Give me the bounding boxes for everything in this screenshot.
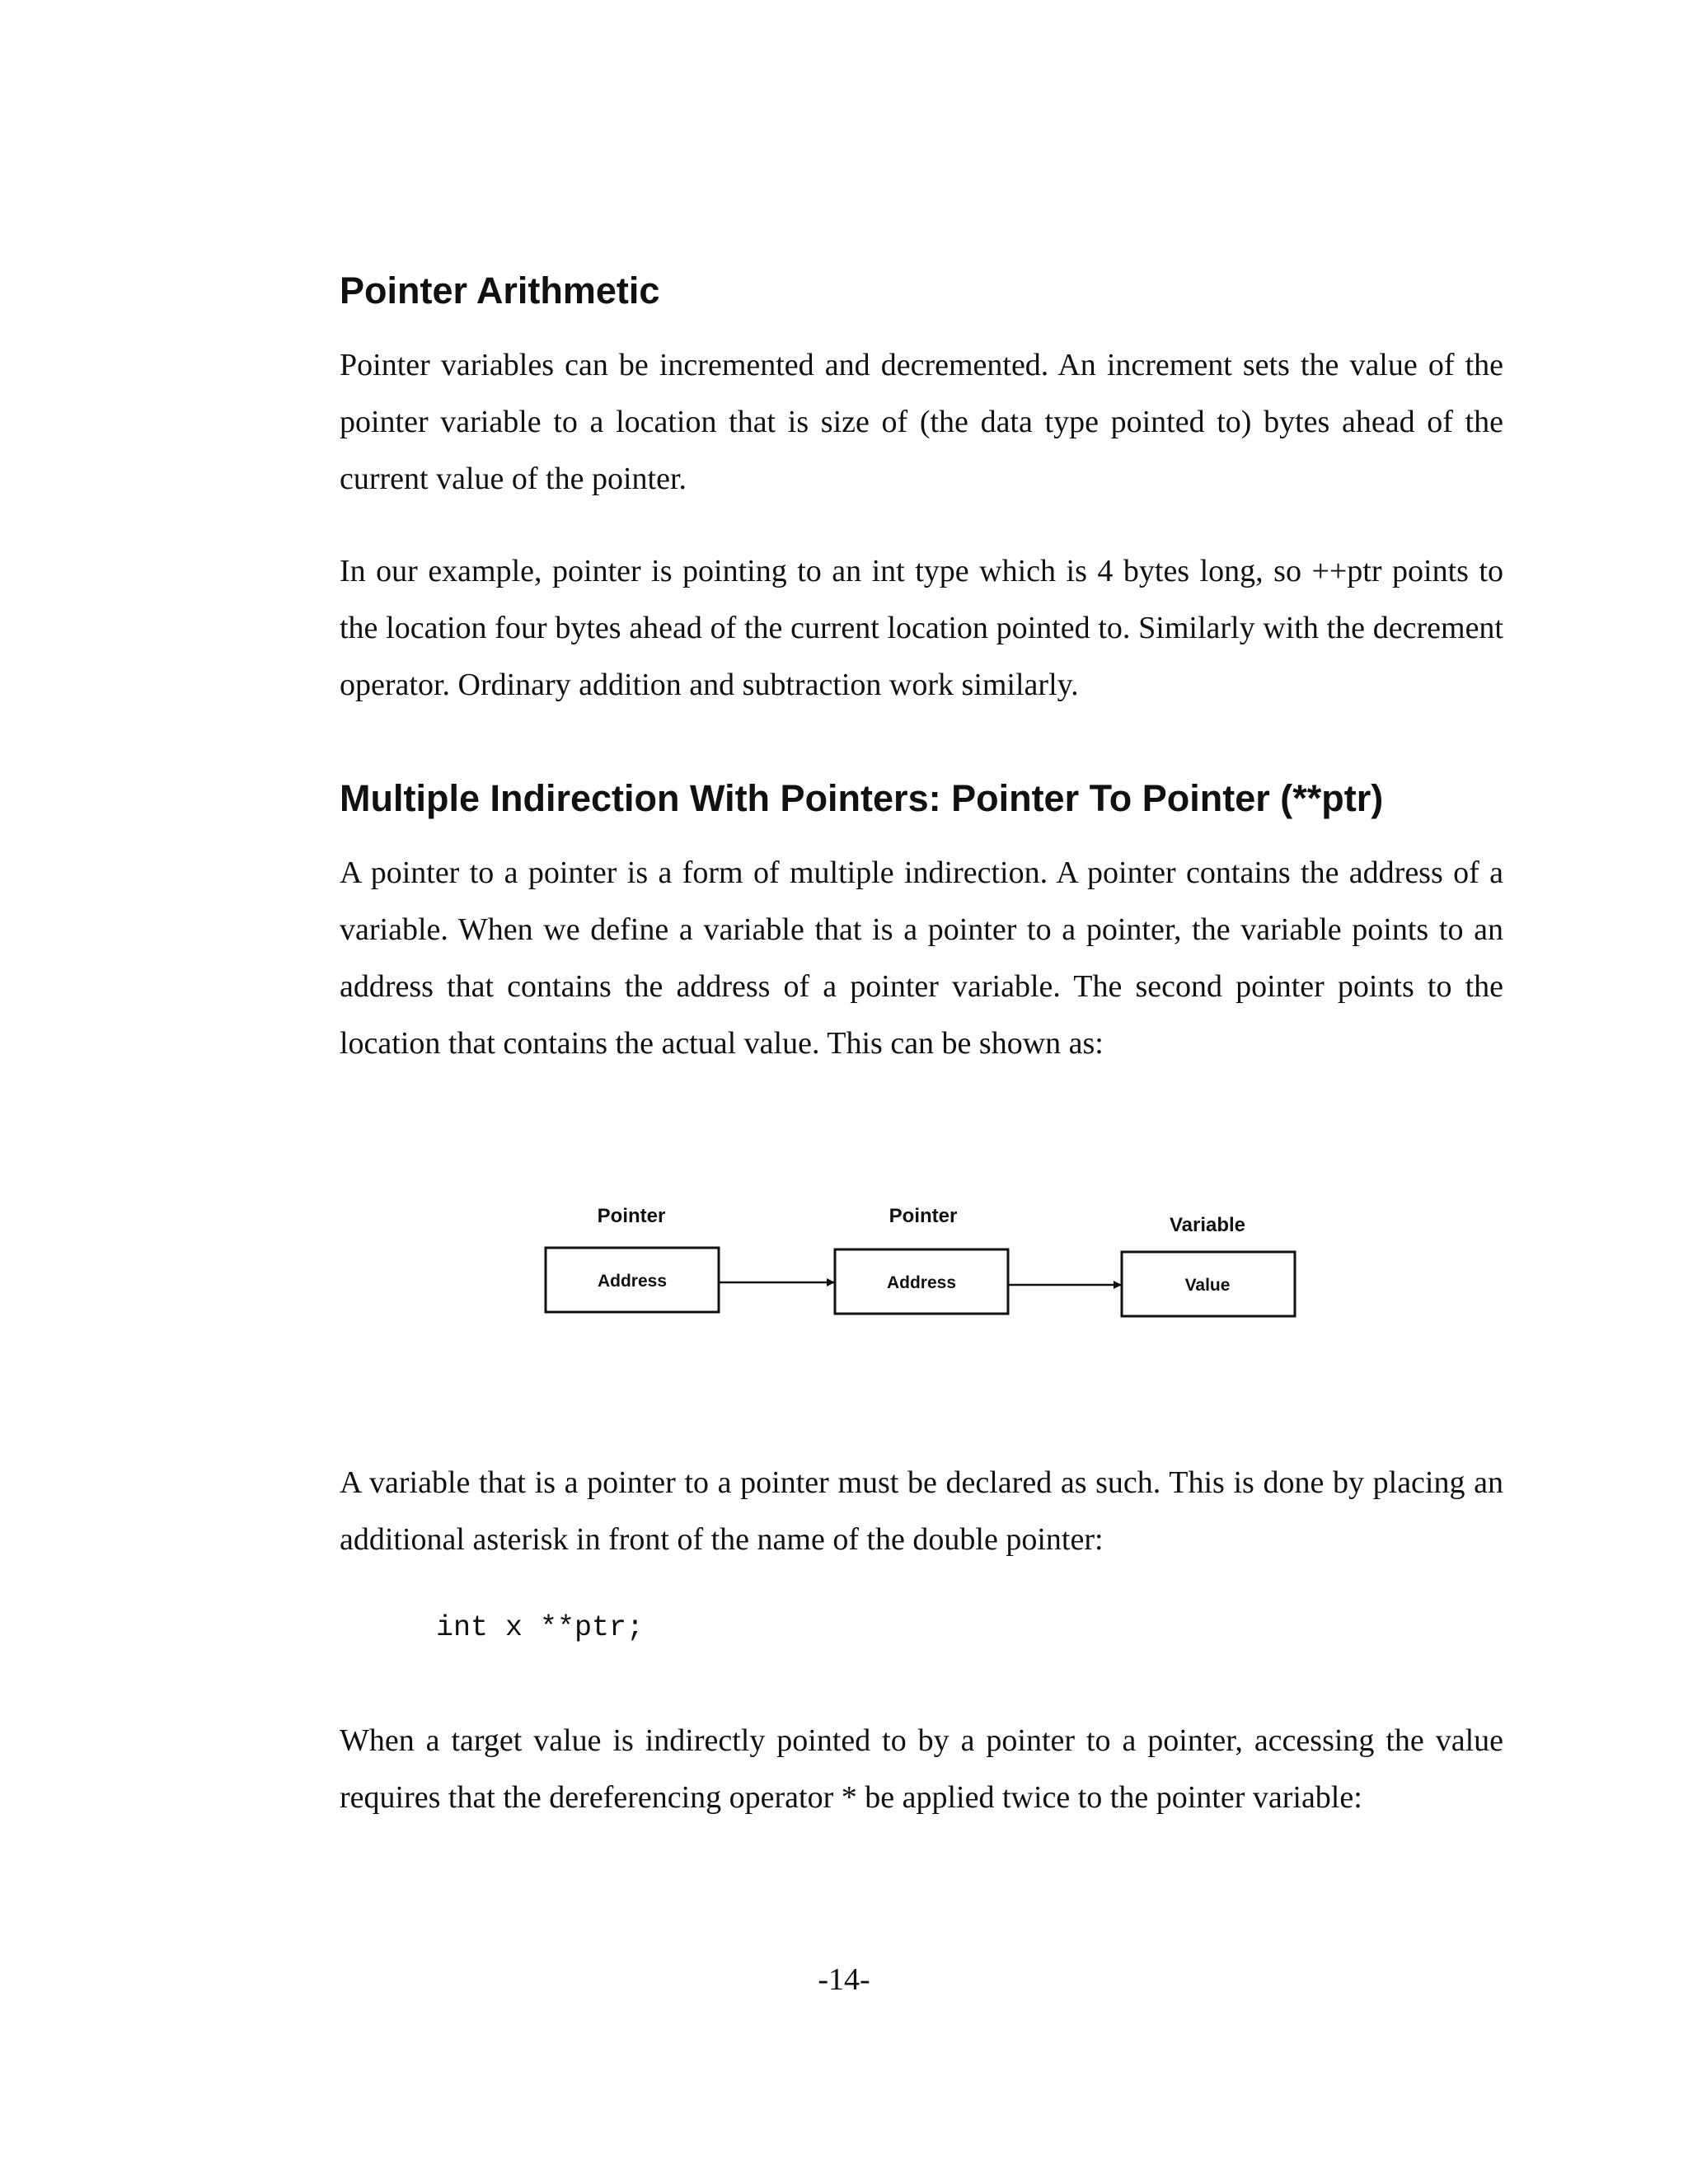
paragraph-pointer-to-pointer: A pointer to a pointer is a form of multiple indirection. A pointer contains the address of a variable. When we define a variable that is a pointer to a pointer, the variable points to an address that contains the address of a pointer variable. The second pointer points to the location that contains the actual value. This can be shown as:: [340, 855, 1503, 1061]
paragraph-dereference: When a target value is indirectly pointed to by a pointer to a pointer, accessing the value requires that the dereferencing operator * be applied twice to the pointer variable:: [340, 1723, 1503, 1815]
pointer-diagram: [540, 1199, 1315, 1347]
diagram-node-title: Variable: [1169, 1214, 1246, 1236]
section-heading-pointer-arithmetic: Pointer Arithmetic: [340, 269, 660, 312]
paragraph-example: In our example, pointer is pointing to an int type which is 4 bytes long, so ++ptr points to the location four bytes ahead of the current location pointed to. Similarly with the decrement operator. Ordinary addition and subtraction work similarly.: [340, 554, 1503, 702]
section-heading-multiple-indirection: Multiple Indirection With Pointers: Pointer To Pointer (**ptr): [340, 777, 1384, 819]
diagram-node-label: Value: [1184, 1276, 1231, 1295]
diagram-node-title: Pointer: [597, 1205, 666, 1227]
diagram-node-label: Address: [597, 1272, 668, 1291]
diagram-node-title: Pointer: [889, 1205, 958, 1227]
page-number: -14-: [818, 1962, 870, 1997]
code-snippet: int x **ptr;: [436, 1611, 645, 1644]
diagram-node-label: Address: [886, 1273, 957, 1292]
paragraph-declaration: A variable that is a pointer to a pointer must be declared as such. This is done by placing an additional asterisk in front of the name of the double pointer:: [340, 1465, 1503, 1557]
paragraph-increment: Pointer variables can be incremented and decremented. An increment sets the value of the pointer variable to a location that is size of (the data type pointed to) bytes ahead of the current value of the pointer.: [340, 348, 1503, 496]
